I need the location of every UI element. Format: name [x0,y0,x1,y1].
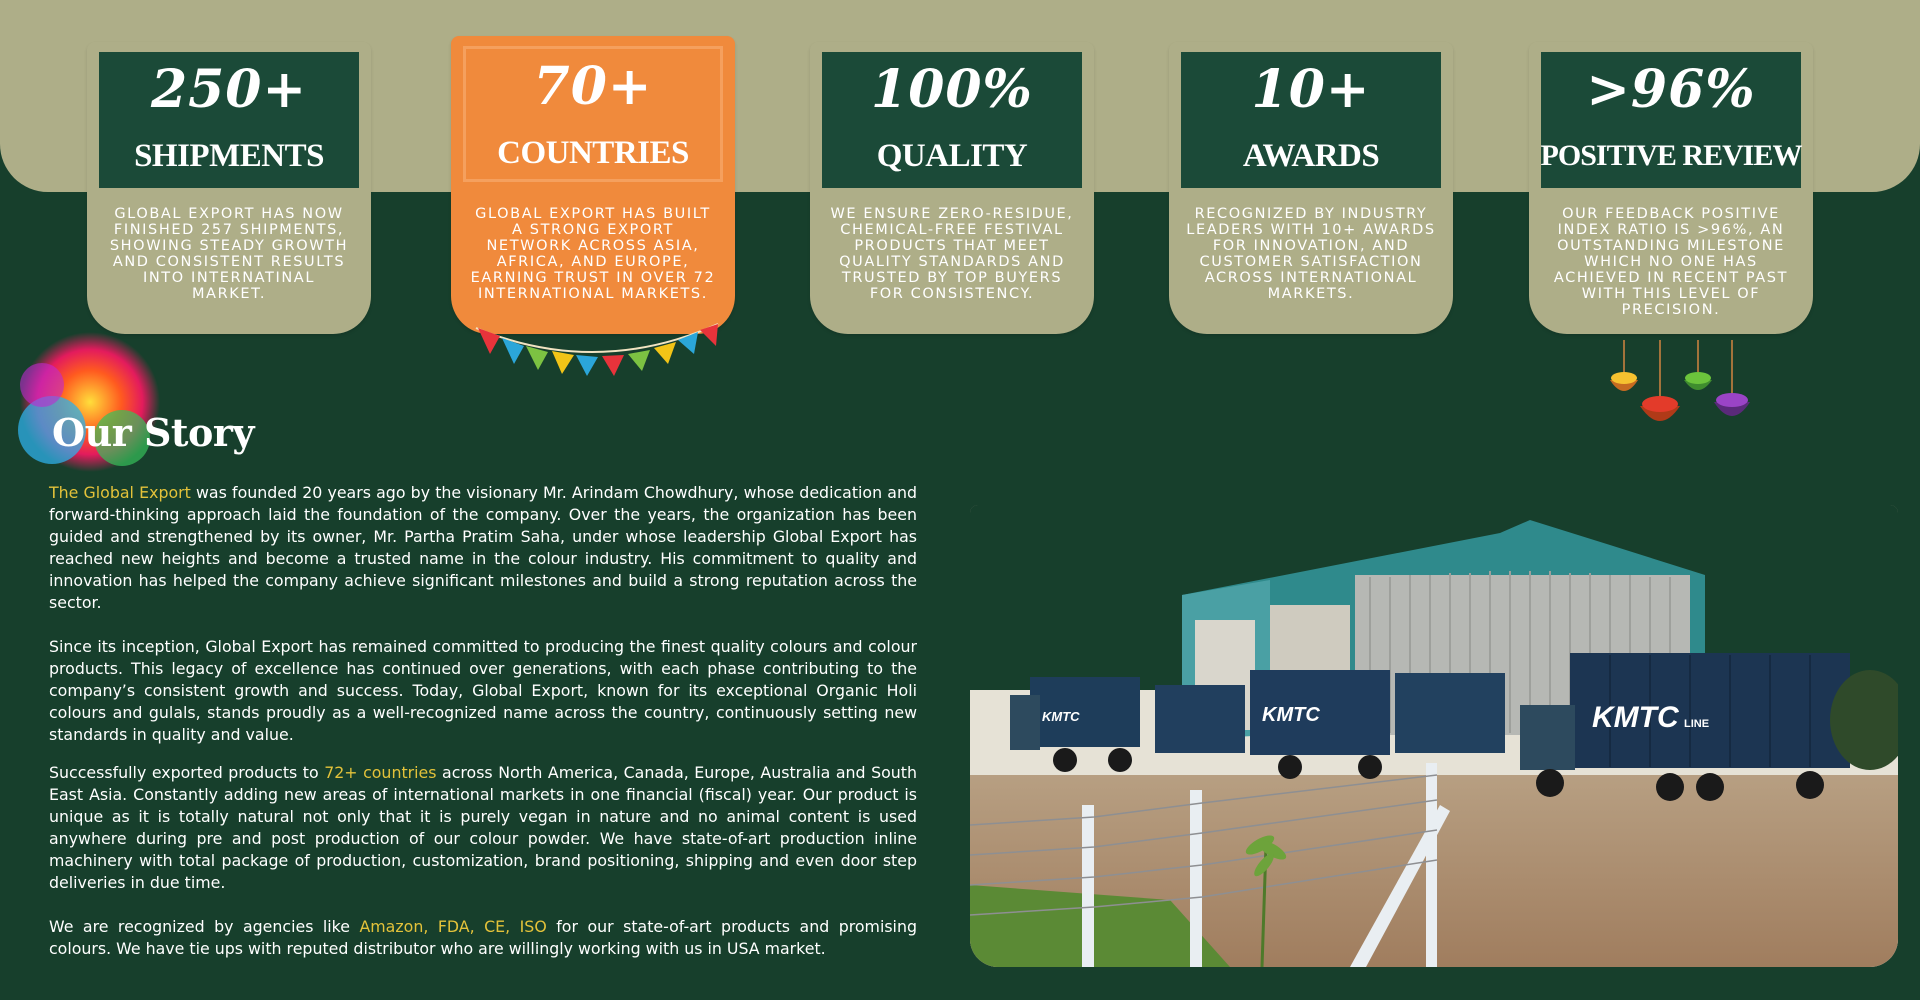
stat-title: SHIPMENTS [134,138,324,174]
paragraph-text: across North America, Canada, Europe, Australia and South East Asia. Constantly adding new areas of international markets in one financial (fiscal) year. Our product is unique as it is totally natural not only that it is purely vegan in nature and no animal content is used anywhere during pre and post production of our colour powder. We have state-of-art production inline machinery with total package of production, customization, brand positioning, shipping and even door step deliveries in due time. [49,763,917,892]
stat-number: 250+ [150,59,308,120]
stat-card-positive-review [1529,42,1813,334]
stat-description: GLOBAL EXPORT HAS BUILT A STRONG EXPORT NETWORK ACROSS ASIA, AFRICA, AND EUROPE, EARNING TRUST IN OVER 72 INTERNATIONAL MARKETS. [470,206,716,302]
hanging-colour-bowls-decoration [1600,340,1760,450]
story-paragraph-1 [49,482,917,614]
warehouse-scene [970,505,1898,967]
paragraph-text: for our state-of-art products and promising colours. We have tie ups with reputed distributor who are willingly working with us in USA market. [49,917,917,958]
stat-card-header [99,52,359,188]
stat-card-header [1541,52,1801,188]
stat-description: WE ENSURE ZERO-RESIDUE, CHEMICAL-FREE FESTIVAL PRODUCTS THAT MEET QUALITY STANDARDS AND TRUSTED BY TOP BUYERS FOR CONSISTENCY. [830,206,1074,302]
countries-highlight: 72+ countries [324,763,437,782]
stat-description: OUR FEEDBACK POSITIVE INDEX RATIO IS >96%, AN OUTSTANDING MILESTONE WHICH NO ONE HAS ACHIEVED IN RECENT PAST WITH THIS LEVEL OF PRECISION. [1553,206,1789,318]
paragraph-text: Successfully exported products to [49,763,325,782]
stat-title: AWARDS [1242,138,1380,174]
stat-number: 70+ [533,56,653,117]
section-title-our-story: Our Story [52,410,254,455]
stat-card-shipments [87,42,371,334]
stat-card-header [463,46,723,182]
container-logo-suffix: LINE [1684,718,1710,730]
stat-description: GLOBAL EXPORT HAS NOW FINISHED 257 SHIPMENTS, SHOWING STEADY GROWTH AND CONSISTENT RESULTS INTO INTERNATINAL MARKET. [109,206,349,302]
stat-title: COUNTRIES [497,135,689,171]
story-paragraph-4 [49,916,917,960]
container-logo: KMTC [1262,704,1320,726]
story-paragraph-2: Since its inception, Global Export has remained committed to producing the finest quality colours and colour products. This legacy of excellence has continued over generations, with each phase contributing to the company’s consistent growth and success. Today, Global Export, known for its exceptional Organic Holi colours and gulals, stands proudly as a well-recognized name across the country, continuously setting new standards in quality and value. [49,637,917,744]
paragraph-text: We are recognized by agencies like [49,917,360,936]
agencies-highlight: Amazon, FDA, CE, ISO [359,917,547,936]
stat-card-header [1181,52,1441,188]
story-text [49,482,917,960]
stat-description: RECOGNIZED BY INDUSTRY LEADERS WITH 10+ AWARDS FOR INNOVATION, AND CUSTOMER SATISFACTION ACROSS INTERNATIONAL MARKETS. [1186,206,1436,302]
container-logo: KMTC [1042,709,1080,724]
stat-number: 100% [871,59,1033,120]
container-logo: KMTC [1592,701,1679,734]
stat-card-countries [451,36,735,334]
stat-number: >96% [1586,59,1756,120]
stat-card-header [822,52,1082,188]
company-name-highlight: The Global Export [49,483,191,502]
bunting-decoration [472,318,722,388]
stat-title: QUALITY [876,138,1028,174]
warehouse-trucks-photo [970,505,1898,967]
stat-number: 10+ [1251,59,1371,120]
stat-card-quality [810,42,1094,334]
story-paragraph-3 [49,762,917,894]
stat-title: POSITIVE REVIEW [1540,139,1802,172]
paragraph-text: was founded 20 years ago by the visionary Mr. Arindam Chowdhury, whose dedication and forward-thinking approach laid the foundation of the company. Over the years, the organization has been guided and strengthened by its owner, Mr. Partha Pratim Saha, under whose leadership Global Export has reached new heights and become a trusted name in the colour industry. His commitment to quality and innovation has helped the company achieve significant milestones and build a strong reputation across the sector. [49,483,917,612]
stat-card-awards [1169,42,1453,334]
